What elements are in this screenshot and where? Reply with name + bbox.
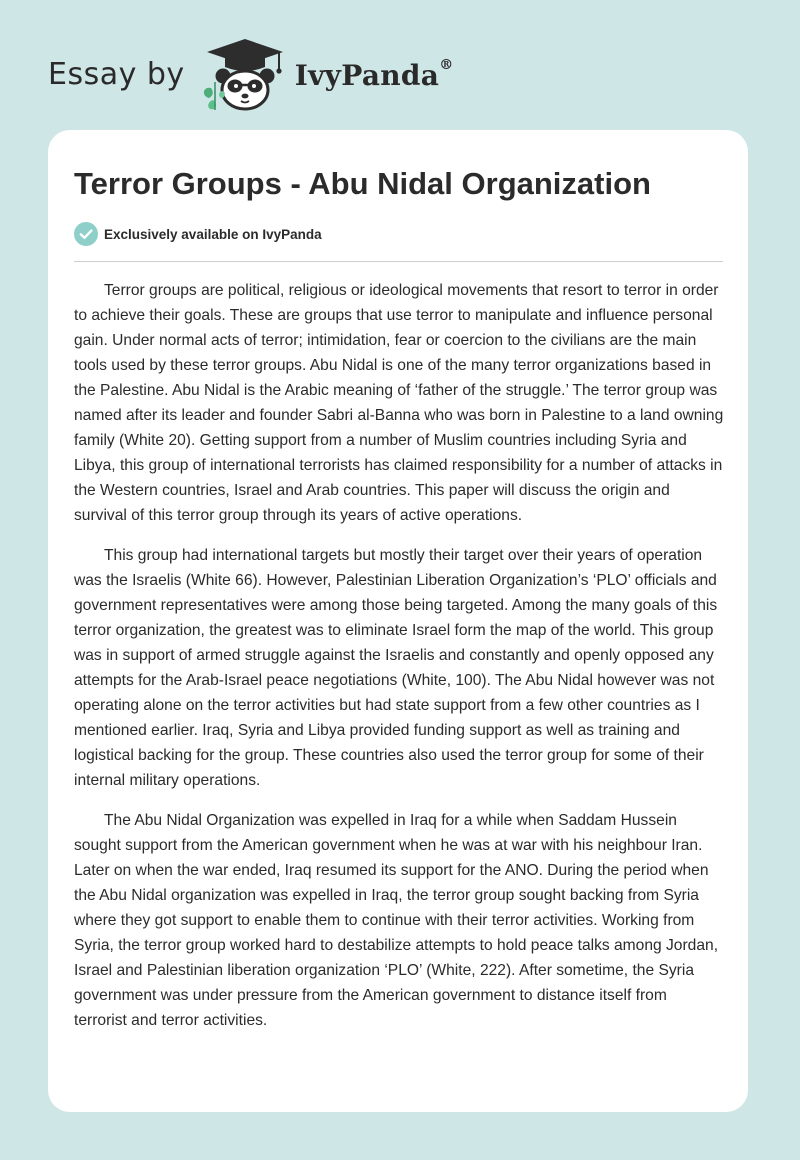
essay-by-label: Essay by bbox=[48, 56, 185, 92]
title-divider bbox=[74, 261, 723, 262]
paragraph-1: Terror groups are political, religious or ideological movements that resort to terror in order to achieve their goals. These are groups that use terror to manipulate and influence personal gain. Under normal acts of terror; intimidation, fear or coercion to the civilians are the main tools used by these terror groups. Abu Nidal is one of the many terror organizations based in the Palestine. Abu Nidal is the Arabic meaning of ‘father of the struggle.’ The terror group was named after its leader and founder Sabri al-Banna who was born in Palestine to a land owning family (White 20). Getting support from a number of Muslim countries including Syria and Libya, this group of international terrorists has claimed responsibility for a number of attacks in the Western countries, Israel and Arab countries. This paper will discuss the origin and survival of this terror group through its years of active operations. bbox=[74, 282, 724, 524]
ivypanda-logo-icon[interactable] bbox=[197, 36, 293, 112]
brand-name[interactable]: IvyPanda® bbox=[294, 56, 454, 92]
registered-mark: ® bbox=[439, 56, 454, 73]
essay-title: Terror Groups - Abu Nidal Organization bbox=[74, 166, 651, 201]
essay-body bbox=[74, 278, 724, 1048]
exclusive-label: Exclusively available on IvyPanda bbox=[104, 226, 322, 242]
paragraph-3: The Abu Nidal Organization was expelled in Iraq for a while when Saddam Hussein sought support from the American government when he was at war with his neighbour Iran. Later on when the war ended, Iraq resumed its support for the ANO. During the period when the Abu Nidal organization was expelled in Iraq, the terror group sought backing from Syria where they got support to enable them to continue with their terror activities. Working from Syria, the terror group worked hard to destabilize attempts to hold peace talks among Jordan, Israel and Palestinian liberation organization ‘PLO’ (White, 222). After sometime, the Syria government was under pressure from the American government to distance itself from terrorist and terror activities. bbox=[74, 812, 719, 1029]
paragraph-2: This group had international targets but mostly their target over their years of operation was the Israelis (White 66). However, Palestinian Liberation Organization’s ‘PLO’ officials and government representatives were among those being targeted. Among the many goals of this terror organization, the greatest was to eliminate Israel form the map of the world. This group was in support of armed struggle against the Israelis and constantly and openly opposed any attempts for the Arab-Israel peace negotiations (White, 100). The Abu Nidal however was not operating alone on the terror activities but had state support from a few other countries as I mentioned earlier. Iraq, Syria and Libya provided funding support as well as training and logistical backing for the group. These countries also used the terror group for some of their internal military operations. bbox=[74, 547, 718, 789]
check-circle-icon bbox=[74, 222, 98, 246]
exclusive-badge bbox=[74, 222, 322, 246]
site-header bbox=[48, 34, 454, 114]
essay-card bbox=[48, 130, 748, 1112]
